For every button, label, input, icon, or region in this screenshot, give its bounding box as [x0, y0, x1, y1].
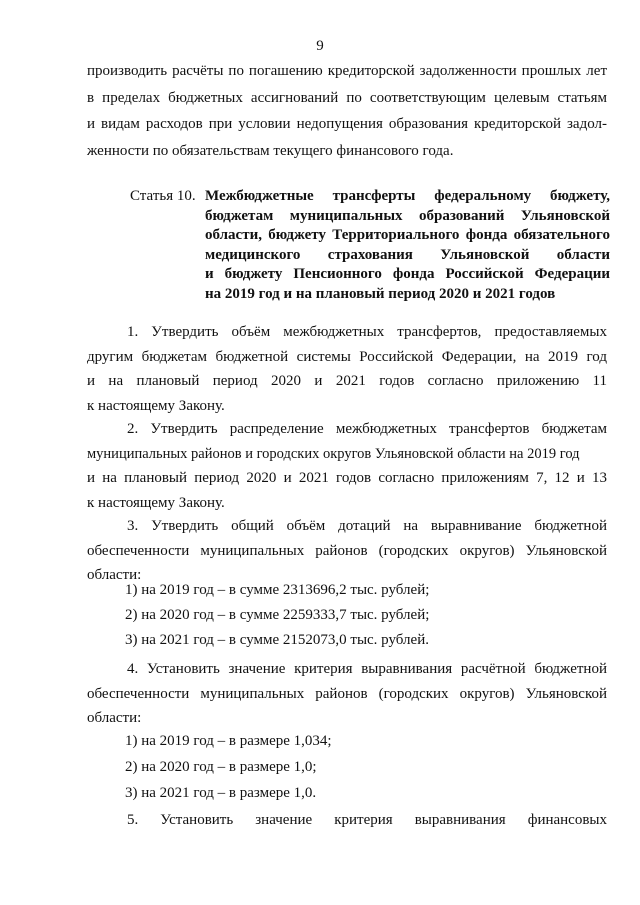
- sublist-item: 2) на 2020 год – в размере 1,0;: [125, 759, 317, 775]
- sublist-item: 3) на 2021 год – в сумме 2152073,0 тыс. рублей.: [125, 632, 429, 648]
- intro-line: и видам расходов при условии недопущения образования кредиторской задол-: [87, 116, 607, 132]
- article-title-line: на 2019 год и на плановый период 2020 и 2021 годов: [205, 285, 556, 302]
- article-title-line: области, бюджету Территориального фонда обязательного: [205, 227, 610, 243]
- paragraph-1: [87, 320, 607, 418]
- paragraph-line: области:: [87, 710, 142, 726]
- paragraph-line: 1. Утвердить объём межбюджетных трансфертов, предоставляемых: [127, 324, 607, 340]
- paragraph-4: [87, 657, 607, 731]
- paragraph-line: 3. Утвердить общий объём дотаций на выравнивание бюджетной: [127, 518, 607, 534]
- article-title-line: медицинского страхования Ульяновской области: [205, 246, 610, 263]
- sublist-item: 2) на 2020 год – в сумме 2259333,7 тыс. рублей;: [125, 607, 430, 623]
- paragraph-line: к настоящему Закону.: [87, 494, 225, 511]
- paragraph-line: 4. Установить значение критерия выравнивания расчётной бюджетной: [127, 661, 607, 677]
- sublist-item: 3) на 2021 год – в размере 1,0.: [125, 785, 317, 801]
- paragraph-line: области:: [87, 567, 142, 583]
- paragraph-line: обеспеченности муниципальных районов (городских округов) Ульяновской: [87, 542, 607, 559]
- paragraph-line: 2. Утвердить распределение межбюджетных трансфертов бюджетам: [127, 421, 607, 437]
- paragraph-2: [87, 417, 607, 515]
- article-label: Статья 10.: [130, 188, 196, 204]
- paragraph-line: муниципальных районов и городских округов Ульяновской области на 2019 год: [87, 445, 580, 462]
- article-title-line: бюджетам муниципальных образований Ульяновской: [205, 207, 610, 224]
- article-title-line: Межбюджетные трансферты федеральному бюджету,: [205, 188, 610, 204]
- paragraph-3: [87, 514, 607, 588]
- paragraph-line: обеспеченности муниципальных районов (городских округов) Ульяновской: [87, 685, 607, 702]
- article-title: [205, 187, 610, 304]
- sublist-item: 1) на 2019 год – в размере 1,034;: [125, 733, 332, 749]
- page-number: 9: [316, 38, 324, 54]
- paragraph-line: к настоящему Закону.: [87, 397, 225, 414]
- intro-line: в пределах бюджетных ассигнований по соответствующим целевым статьям: [87, 89, 607, 106]
- intro-paragraph: [87, 58, 607, 164]
- paragraph-line: другим бюджетам бюджетной системы Российской Федерации, на 2019 год: [87, 348, 607, 365]
- sublist-item: 1) на 2019 год – в сумме 2313696,2 тыс. рублей;: [125, 582, 430, 598]
- intro-line: производить расчёты по погашению кредиторской задолженности прошлых лет: [87, 63, 607, 79]
- paragraph-line: 5. Установить значение критерия выравнивания финансовых: [127, 812, 607, 828]
- intro-line: женности по обязательствам текущего финансового года.: [87, 142, 454, 159]
- paragraph-line: и на плановый период 2020 и 2021 годов согласно приложению 11: [87, 373, 607, 389]
- article-title-line: и бюджету Пенсионного фонда Российской Федерации: [205, 266, 610, 282]
- paragraph-line: и на плановый период 2020 и 2021 годов согласно приложениям 7, 12 и 13: [87, 470, 607, 486]
- paragraph-5: [87, 808, 607, 833]
